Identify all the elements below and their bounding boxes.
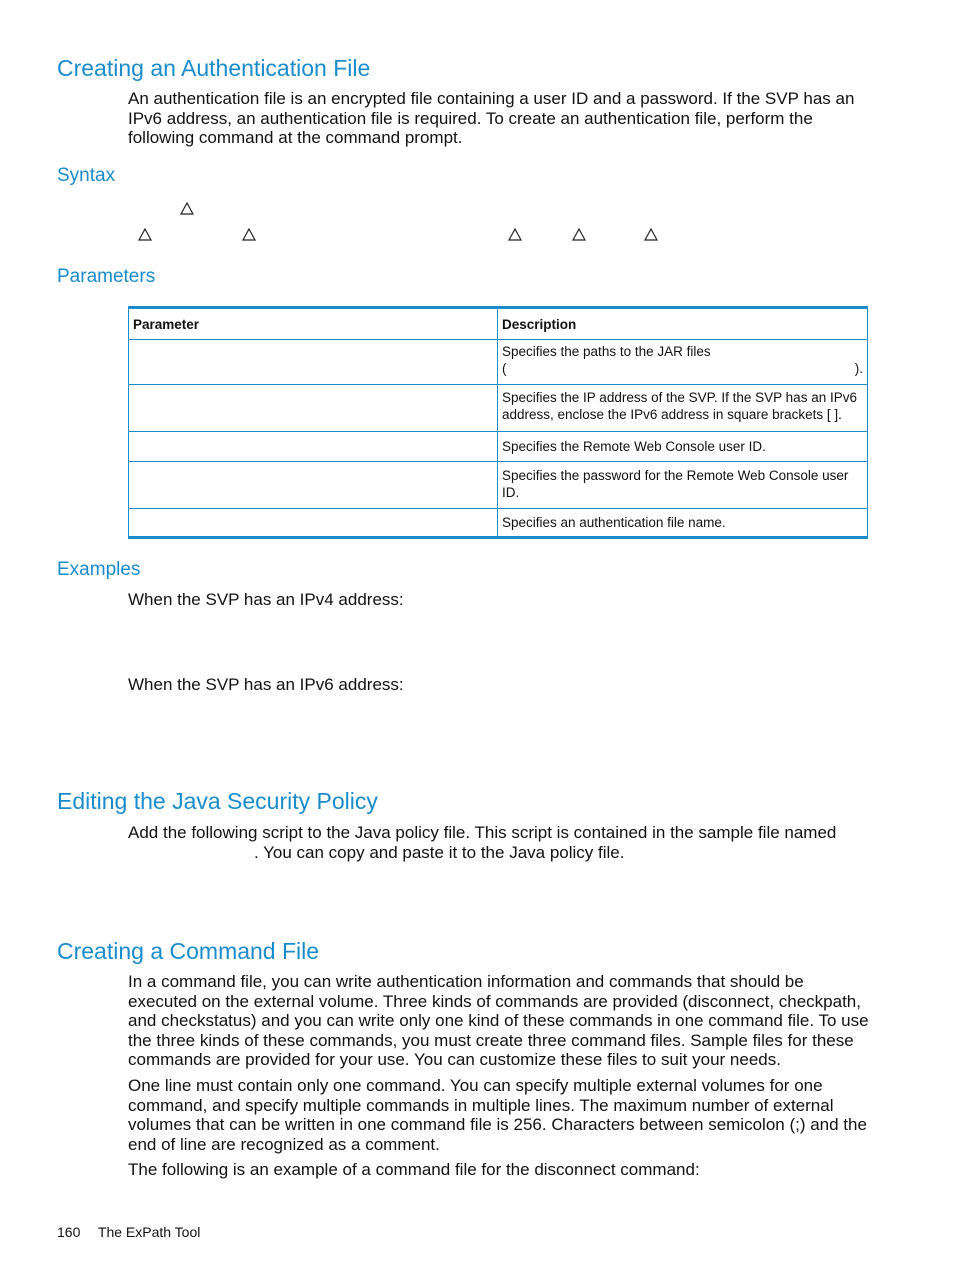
param-name-cell — [129, 509, 498, 538]
triangle-space-icon — [180, 202, 194, 215]
syntax-heading: Syntax — [57, 165, 116, 186]
triangle-space-icon — [508, 228, 522, 241]
paren-close: ). — [854, 361, 863, 376]
param-name-cell — [129, 432, 498, 462]
parameters-heading: Parameters — [57, 266, 156, 287]
param-name-cell — [129, 385, 498, 432]
param-name-cell — [129, 340, 498, 385]
param-desc-paths — [502, 360, 863, 377]
table-row — [129, 432, 868, 462]
table-header-row — [129, 308, 868, 340]
paren-open: ( — [502, 361, 507, 376]
param-desc-text: Specifies the paths to the JAR files — [502, 344, 711, 359]
table-row — [129, 509, 868, 538]
param-desc-cell — [498, 340, 868, 385]
java-policy-line2: . You can copy and paste it to the Java policy file. — [254, 843, 625, 862]
command-file-para3: The following is an example of a command file for the disconnect command: — [128, 1160, 700, 1179]
table-header-parameter: Parameter — [129, 308, 498, 340]
java-policy-line1: Add the following script to the Java policy file. This script is contained in the sample file named — [128, 823, 837, 842]
table-header-description: Description — [498, 308, 868, 340]
param-name-cell — [129, 462, 498, 509]
triangle-space-icon — [572, 228, 586, 241]
chapter-title: The ExPath Tool — [97, 1224, 201, 1240]
table-row — [129, 340, 868, 385]
param-desc-cell: Specifies the password for the Remote Web Console user ID. — [498, 462, 868, 509]
page-number: 160 — [57, 1224, 81, 1240]
section-heading-auth-file: Creating an Authentication File — [57, 55, 371, 81]
examples-heading: Examples — [57, 559, 141, 580]
triangle-space-icon — [242, 228, 256, 241]
example-ipv6-text: When the SVP has an IPv6 address: — [128, 675, 404, 694]
page-footer — [57, 1223, 200, 1241]
parameters-table — [128, 306, 868, 539]
example-ipv4-text: When the SVP has an IPv4 address: — [128, 590, 404, 609]
triangle-space-icon — [138, 228, 152, 241]
section-heading-java-policy: Editing the Java Security Policy — [57, 788, 378, 814]
table-row — [129, 385, 868, 432]
command-file-para1: In a command file, you can write authentication information and commands that should be executed on the external volume. Three kinds of commands are provided (disconnect, checkpath, and checkstatus) and you can write only one kind of these commands in one command file. To use the three kinds of these commands, you must create three command files. Sample files for these commands are provided for your use. You can customize these files to suit your needs. — [128, 972, 869, 1069]
triangle-space-icon — [644, 228, 658, 241]
section-heading-command-file: Creating a Command File — [57, 938, 320, 964]
param-desc-cell: Specifies the Remote Web Console user ID. — [498, 432, 868, 462]
param-desc-cell: Specifies the IP address of the SVP. If the SVP has an IPv6 address, enclose the IPv6 address in square brackets [ ]. — [498, 385, 868, 432]
table-row — [129, 462, 868, 509]
auth-file-intro: An authentication file is an encrypted file containing a user ID and a password. If the SVP has an IPv6 address, an authentication file is required. To create an authentication file, perform the following command at the command prompt. — [128, 89, 855, 147]
param-desc-cell: Specifies an authentication file name. — [498, 509, 868, 538]
command-file-para2: One line must contain only one command. You can specify multiple external volumes for one command, and specify multiple commands in multiple lines. The maximum number of external volumes that can be written in one command file is 256. Characters between semicolon (;) and the end of line are recognized as a comment. — [128, 1076, 867, 1154]
